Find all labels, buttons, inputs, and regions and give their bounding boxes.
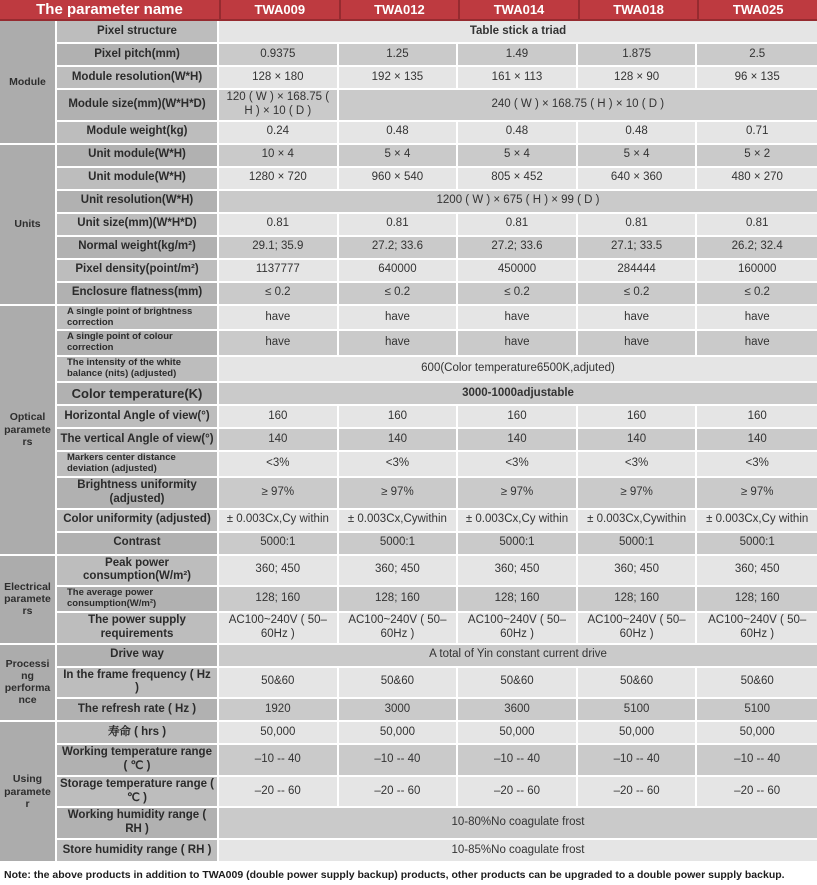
value-cell: 5 × 4 [339,145,459,168]
value-cell: 0.81 [339,214,459,237]
footnote: Note: the above products in addition to TWA009 (double power supply backup) products, other products can be upgraded to a double power supply backup. [4,868,785,881]
table-row [0,613,817,645]
spec-table-body [0,21,817,863]
value-cell: ± 0.003Cx,Cy within [219,510,339,533]
value-cell: 50,000 [697,722,817,745]
value-cell: 360; 450 [458,556,578,588]
param-label: A single point of colour correction [57,331,219,357]
table-row [0,645,817,668]
value-cell: 3000 [339,699,459,722]
group-label: Optical parameters [0,306,57,556]
value-cell: 1.49 [458,44,578,67]
value-cell: 1920 [219,699,339,722]
table-row [0,406,817,429]
table-row [0,510,817,533]
param-label: Enclosure flatness(mm) [57,283,219,306]
value-cell: –10 -- 40 [339,745,459,777]
value-cell: –10 -- 40 [219,745,339,777]
value-cell: 640000 [339,260,459,283]
value-cell: 0.81 [458,214,578,237]
table-row [0,383,817,406]
value-cell: –20 -- 60 [219,777,339,809]
value-cell: 128; 160 [339,587,459,613]
value-cell: 360; 450 [219,556,339,588]
table-row [0,168,817,191]
value-cell: ≥ 97% [339,478,459,510]
value-cell: –10 -- 40 [458,745,578,777]
value-cell: 0.9375 [219,44,339,67]
value-cell: 1.875 [578,44,698,67]
value-cell: 1137777 [219,260,339,283]
value-cell: have [219,306,339,332]
value-cell: have [339,306,459,332]
value-cell: ≥ 97% [697,478,817,510]
value-cell: AC100~240V ( 50–60Hz ) [697,613,817,645]
value-cell: 50&60 [458,668,578,700]
value-cell: 240 ( W ) × 168.75 ( H ) × 10 ( D ) [339,90,817,122]
param-label: Module resolution(W*H) [57,67,219,90]
table-row [0,191,817,214]
header-model-twa009: TWA009 [219,0,339,21]
table-row [0,145,817,168]
value-cell: 0.81 [578,214,698,237]
value-cell: ± 0.003Cx,Cywithin [578,510,698,533]
value-cell: 96 × 135 [697,67,817,90]
value-cell: 2.5 [697,44,817,67]
table-row [0,808,817,840]
table-row [0,452,817,478]
value-cell: <3% [697,452,817,478]
value-cell: 5 × 2 [697,145,817,168]
value-cell: 192 × 135 [339,67,459,90]
param-label: In the frame frequency ( Hz ) [57,668,219,700]
value-cell: 0.48 [458,122,578,145]
value-cell: 360; 450 [339,556,459,588]
param-label: Unit size(mm)(W*H*D) [57,214,219,237]
value-cell: 450000 [458,260,578,283]
param-label: Contrast [57,533,219,556]
param-label: Horizontal Angle of view(°) [57,406,219,429]
value-cell: ± 0.003Cx,Cywithin [339,510,459,533]
param-label: Module size(mm)(W*H*D) [57,90,219,122]
value-cell: ≥ 97% [578,478,698,510]
value-cell: 5 × 4 [578,145,698,168]
param-label: Unit module(W*H) [57,168,219,191]
header-model-twa014: TWA014 [458,0,578,21]
value-cell: 5000:1 [339,533,459,556]
param-label: Markers center distance deviation (adjusted) [57,452,219,478]
value-cell: 0.48 [339,122,459,145]
header-model-twa025: TWA025 [697,0,817,21]
group-label: Module [0,21,57,145]
value-cell: 5000:1 [219,533,339,556]
value-cell: 160 [219,406,339,429]
value-cell: 27.2; 33.6 [339,237,459,260]
value-cell: ≤ 0.2 [219,283,339,306]
value-cell: –20 -- 60 [458,777,578,809]
header-model-twa018: TWA018 [578,0,698,21]
value-cell: 128; 160 [219,587,339,613]
value-cell: –10 -- 40 [578,745,698,777]
value-cell: 50,000 [339,722,459,745]
value-cell: have [578,306,698,332]
table-row [0,699,817,722]
value-cell: <3% [578,452,698,478]
value-cell: 5100 [578,699,698,722]
value-cell: 50&60 [219,668,339,700]
value-cell: have [578,331,698,357]
value-cell: 5000:1 [697,533,817,556]
value-cell: have [697,331,817,357]
table-row [0,122,817,145]
param-label: Drive way [57,645,219,668]
value-cell: ≤ 0.2 [697,283,817,306]
group-label: Using parameter [0,722,57,863]
table-row [0,533,817,556]
value-cell: 50&60 [697,668,817,700]
value-cell: 128 × 180 [219,67,339,90]
value-cell: have [339,331,459,357]
value-cell: 29.1; 35.9 [219,237,339,260]
value-cell: 160 [578,406,698,429]
param-label: Unit module(W*H) [57,145,219,168]
value-cell: AC100~240V ( 50–60Hz ) [219,613,339,645]
value-cell: 600(Color temperature6500K,adjuted) [219,357,817,383]
value-cell: A total of Yin constant current drive [219,645,817,668]
table-row [0,478,817,510]
value-cell: 640 × 360 [578,168,698,191]
value-cell: 140 [697,429,817,452]
table-row [0,357,817,383]
value-cell: 5100 [697,699,817,722]
param-label: The refresh rate ( Hz ) [57,699,219,722]
table-row [0,283,817,306]
group-label: Units [0,145,57,306]
table-header-row [0,0,817,21]
table-row [0,67,817,90]
param-label: The average power consumption(W/m²) [57,587,219,613]
value-cell: have [697,306,817,332]
table-row [0,587,817,613]
param-label: Module weight(kg) [57,122,219,145]
value-cell: 140 [458,429,578,452]
value-cell: <3% [458,452,578,478]
param-label: Working humidity range ( RH ) [57,808,219,840]
param-label: A single point of brightness correction [57,306,219,332]
value-cell: ± 0.003Cx,Cy within [458,510,578,533]
param-label: The power supply requirements [57,613,219,645]
value-cell: have [458,331,578,357]
value-cell: 0.24 [219,122,339,145]
param-label: Color uniformity (adjusted) [57,510,219,533]
header-parameter-name: The parameter name [0,0,219,21]
value-cell: 0.71 [697,122,817,145]
value-cell: –20 -- 60 [339,777,459,809]
value-cell: 3600 [458,699,578,722]
value-cell: 5000:1 [578,533,698,556]
value-cell: have [458,306,578,332]
table-row [0,840,817,863]
group-label: Electrical parameters [0,556,57,645]
value-cell: 1280 × 720 [219,168,339,191]
value-cell: –20 -- 60 [697,777,817,809]
value-cell: 128 × 90 [578,67,698,90]
value-cell: 50&60 [339,668,459,700]
table-row [0,777,817,809]
param-label: Normal weight(kg/m²) [57,237,219,260]
value-cell: ≥ 97% [458,478,578,510]
value-cell: 128; 160 [458,587,578,613]
param-label: Working temperature range ( ℃ ) [57,745,219,777]
value-cell: 161 × 113 [458,67,578,90]
table-row [0,90,817,122]
value-cell: 284444 [578,260,698,283]
group-label: Processing performance [0,645,57,723]
value-cell: 160 [339,406,459,429]
value-cell: 50,000 [219,722,339,745]
value-cell: 140 [219,429,339,452]
param-label: Color temperature(K) [57,383,219,406]
value-cell: 27.1; 33.5 [578,237,698,260]
value-cell: –10 -- 40 [697,745,817,777]
value-cell: 128; 160 [578,587,698,613]
param-label: 寿命 ( hrs ) [57,722,219,745]
value-cell: have [219,331,339,357]
value-cell: 5 × 4 [458,145,578,168]
table-row [0,429,817,452]
param-label: Brightness uniformity (adjusted) [57,478,219,510]
value-cell: 140 [578,429,698,452]
param-label: Store humidity range ( RH ) [57,840,219,863]
value-cell: 0.48 [578,122,698,145]
param-label: Unit resolution(W*H) [57,191,219,214]
value-cell: 50&60 [578,668,698,700]
value-cell: 120 ( W ) × 168.75 ( H ) × 10 ( D ) [219,90,339,122]
value-cell: ≤ 0.2 [578,283,698,306]
value-cell: –20 -- 60 [578,777,698,809]
param-label: Pixel structure [57,21,219,44]
table-row [0,668,817,700]
value-cell: <3% [219,452,339,478]
param-label: The vertical Angle of view(°) [57,429,219,452]
value-cell: 26.2; 32.4 [697,237,817,260]
value-cell: 360; 450 [578,556,698,588]
value-cell: 960 × 540 [339,168,459,191]
value-cell: 1.25 [339,44,459,67]
table-row [0,237,817,260]
value-cell: 3000-1000adjustable [219,383,817,406]
table-row [0,214,817,237]
param-label: Storage temperature range ( ℃ ) [57,777,219,809]
param-label: Pixel pitch(mm) [57,44,219,67]
param-label: The intensity of the white balance (nits) (adjusted) [57,357,219,383]
value-cell: 160 [458,406,578,429]
table-row [0,260,817,283]
value-cell: ≤ 0.2 [458,283,578,306]
value-cell: ≥ 97% [219,478,339,510]
value-cell: Table stick a triad [219,21,817,44]
table-row [0,745,817,777]
value-cell: 160000 [697,260,817,283]
value-cell: 50,000 [578,722,698,745]
value-cell: 10 × 4 [219,145,339,168]
value-cell: 27.2; 33.6 [458,237,578,260]
value-cell: 480 × 270 [697,168,817,191]
value-cell: AC100~240V ( 50–60Hz ) [339,613,459,645]
value-cell: AC100~240V ( 50–60Hz ) [458,613,578,645]
param-label: Pixel density(point/m²) [57,260,219,283]
value-cell: <3% [339,452,459,478]
table-row [0,722,817,745]
table-row [0,21,817,44]
param-label: Peak power consumption(W/m²) [57,556,219,588]
value-cell: ± 0.003Cx,Cy within [697,510,817,533]
value-cell: 10-85%No coagulate frost [219,840,817,863]
value-cell: 0.81 [219,214,339,237]
table-row [0,556,817,588]
value-cell: 140 [339,429,459,452]
table-row [0,331,817,357]
value-cell: 0.81 [697,214,817,237]
value-cell: 5000:1 [458,533,578,556]
value-cell: 50,000 [458,722,578,745]
value-cell: 805 × 452 [458,168,578,191]
value-cell: 1200 ( W ) × 675 ( H ) × 99 ( D ) [219,191,817,214]
table-row [0,44,817,67]
value-cell: ≤ 0.2 [339,283,459,306]
value-cell: 10-80%No coagulate frost [219,808,817,840]
value-cell: AC100~240V ( 50–60Hz ) [578,613,698,645]
value-cell: 360; 450 [697,556,817,588]
header-model-twa012: TWA012 [339,0,459,21]
value-cell: 128; 160 [697,587,817,613]
value-cell: 160 [697,406,817,429]
table-row [0,306,817,332]
